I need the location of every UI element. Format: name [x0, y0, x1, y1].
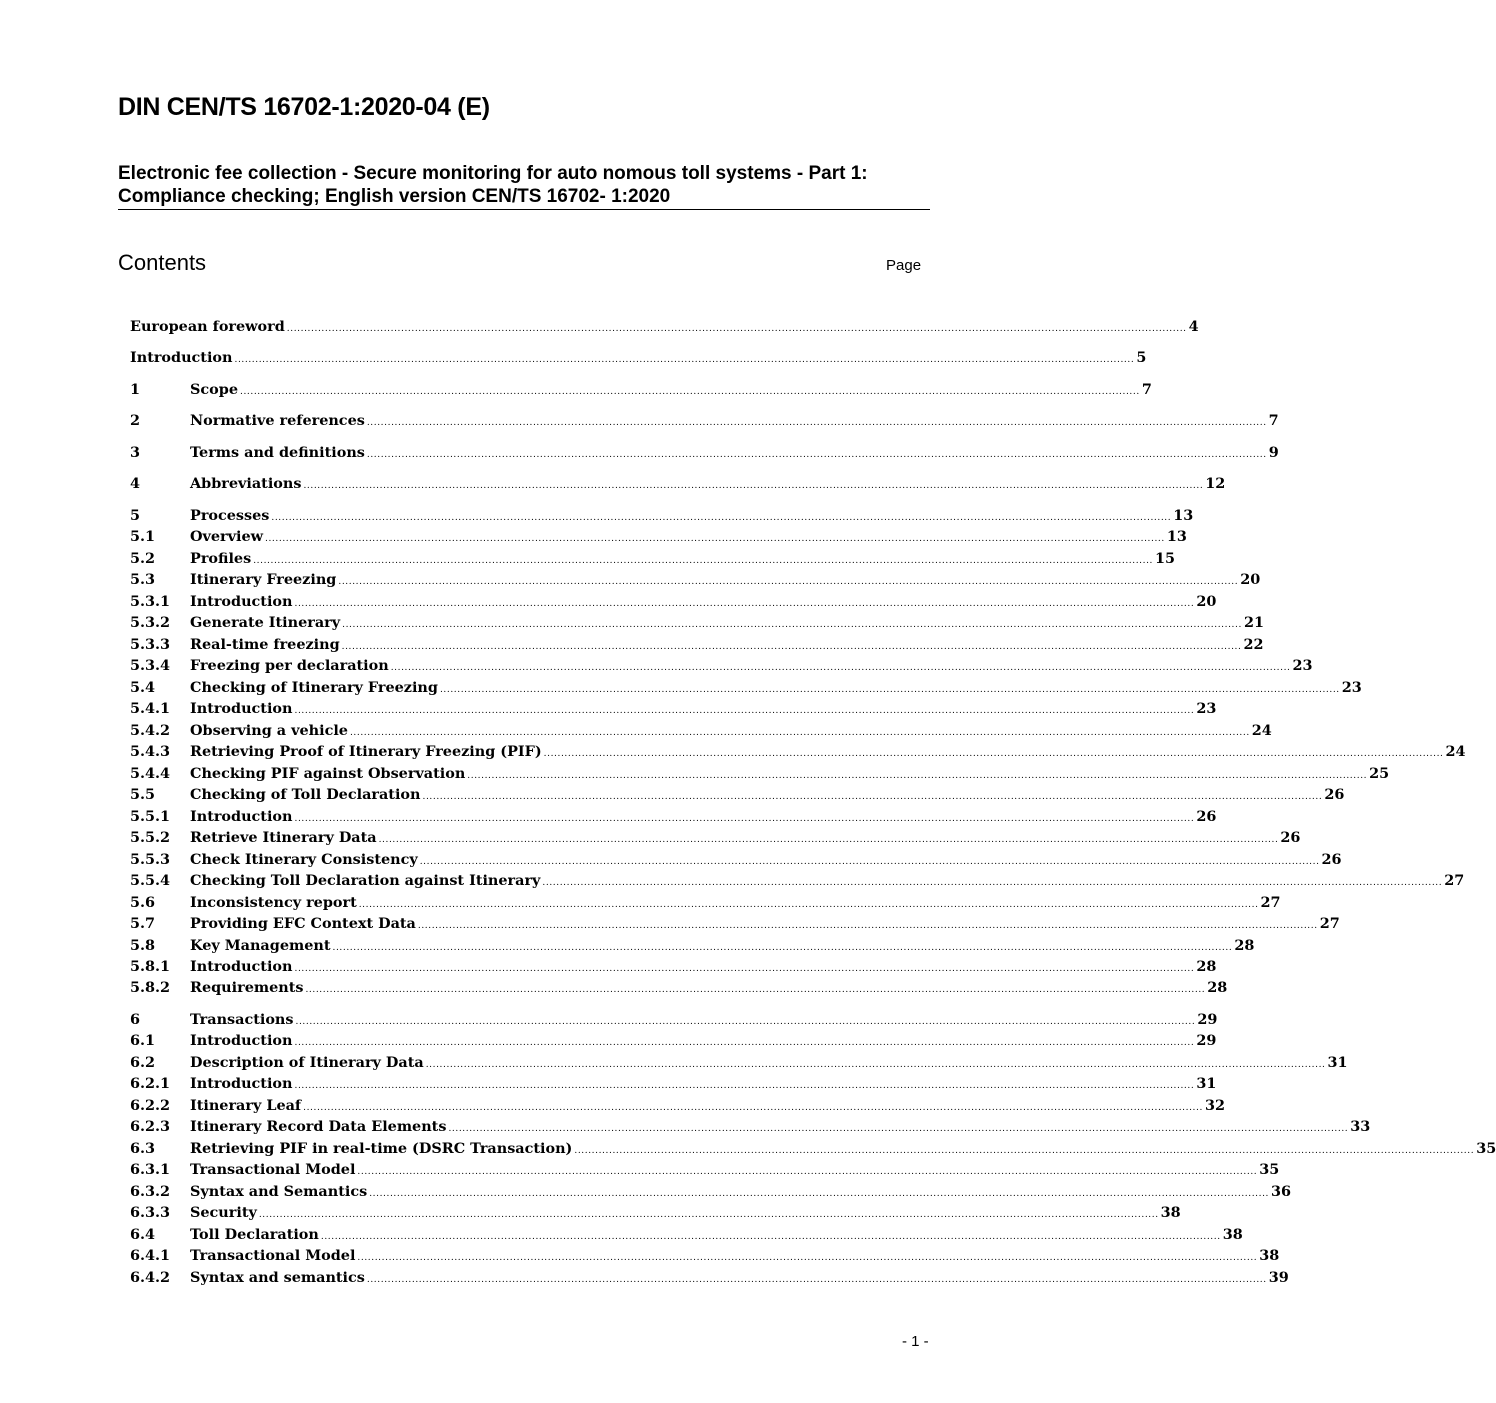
toc-entry[interactable] [130, 347, 1147, 369]
toc-entry-title: Transactional Model [190, 1247, 356, 1264]
toc-entry-page: 28 [1207, 979, 1228, 996]
toc-entry[interactable] [130, 548, 1176, 570]
toc-entry[interactable] [130, 1073, 1217, 1095]
toc-entry-title: Generate Itinerary [190, 614, 341, 631]
toc-dot-leader: .................................................................................................................................................................................................................................................................... [425, 1060, 1326, 1070]
toc-entry-number: 5.8.1 [130, 958, 171, 975]
toc-entry-page: 24 [1251, 722, 1272, 739]
toc-entry[interactable] [130, 677, 1362, 699]
toc-entry-page: 35 [1476, 1140, 1496, 1157]
subtitle-line-2: Compliance checking; English version CEN/TS 16702- 1:2020 [118, 186, 671, 207]
toc-entry-page: 13 [1166, 528, 1187, 545]
toc-dot-leader: .................................................................................................................................................................................................................................................................... [574, 1146, 1475, 1156]
toc-dot-leader: .................................................................................................................................................................................................................................................................... [253, 556, 1154, 566]
toc-dot-leader: .................................................................................................................................................................................................................................................................... [303, 481, 1204, 491]
toc-entry[interactable] [130, 1052, 1348, 1074]
toc-entry-number: 5.5.1 [130, 808, 171, 825]
toc-dot-leader: .................................................................................................................................................................................................................................................................... [265, 534, 1165, 544]
toc-dot-leader: .................................................................................................................................................................................................................................................................... [342, 620, 1242, 630]
toc-entry-number: 6.1 [130, 1032, 156, 1049]
toc-entry-number: 5.5 [130, 786, 156, 803]
toc-entry-number: 5.3.1 [130, 593, 171, 610]
toc-entry-number: 1 [130, 381, 141, 398]
toc-entry-page: 36 [1271, 1183, 1292, 1200]
toc-entry[interactable] [130, 591, 1217, 613]
toc-entry-number: 5.5.3 [130, 851, 171, 868]
toc-entry-number: 5 [130, 507, 141, 524]
toc-entry-title: Checking of Itinerary Freezing [190, 679, 438, 696]
toc-entry-page: 38 [1222, 1226, 1243, 1243]
toc-entry-page: 32 [1204, 1097, 1225, 1114]
toc-entry[interactable] [130, 655, 1313, 677]
toc-entry-number: 5.7 [130, 915, 156, 932]
toc-entry-number: 5.4.1 [130, 700, 171, 717]
toc-dot-leader: .................................................................................................................................................................................................................................................................... [369, 1189, 1270, 1199]
toc-entry[interactable] [130, 526, 1187, 548]
toc-dot-leader: .................................................................................................................................................................................................................................................................... [320, 1232, 1221, 1242]
toc-entry-number: 4 [130, 475, 141, 492]
toc-entry-page: 20 [1196, 593, 1217, 610]
toc-entry[interactable] [130, 763, 1390, 785]
toc-entry-title: Syntax and semantics [190, 1269, 365, 1286]
toc-dot-leader: .................................................................................................................................................................................................................................................................... [258, 1210, 1159, 1220]
toc-entry-page: 38 [1259, 1247, 1280, 1264]
toc-dot-leader: .................................................................................................................................................................................................................................................................... [294, 1038, 1195, 1048]
toc-entry-number: 3 [130, 444, 141, 461]
toc-entry-page: 5 [1136, 349, 1147, 366]
toc-entry-page: 27 [1260, 894, 1281, 911]
toc-entry-page: 7 [1268, 412, 1279, 429]
toc-entry[interactable] [130, 913, 1340, 935]
toc-dot-leader: .................................................................................................................................................................................................................................................................... [239, 387, 1140, 397]
toc-dot-leader: .................................................................................................................................................................................................................................................................... [341, 642, 1242, 652]
toc-entry-page: 28 [1196, 958, 1217, 975]
toc-entry[interactable] [130, 1224, 1243, 1246]
toc-entry-title: Retrieve Itinerary Data [190, 829, 377, 846]
toc-entry-title: Itinerary Freezing [190, 571, 337, 588]
toc-entry-title: Checking Toll Declaration against Itinerary [190, 872, 541, 889]
toc-dot-leader: .................................................................................................................................................................................................................................................................... [295, 1017, 1196, 1027]
toc-entry-number: 5.8 [130, 937, 156, 954]
toc-entry[interactable] [130, 1009, 1218, 1031]
toc-entry-page: 27 [1319, 915, 1340, 932]
toc-entry[interactable] [130, 1267, 1289, 1289]
toc-entry[interactable] [130, 569, 1261, 591]
toc-dot-leader: .................................................................................................................................................................................................................................................................... [294, 814, 1195, 824]
toc-entry-number: 5.4.2 [130, 722, 171, 739]
toc-entry-number: 5.8.2 [130, 979, 171, 996]
toc-entry-number: 5.1 [130, 528, 156, 545]
toc-dot-leader: .................................................................................................................................................................................................................................................................... [294, 1081, 1195, 1091]
toc-entry-title: Syntax and Semantics [190, 1183, 368, 1200]
toc-entry-page: 35 [1259, 1161, 1280, 1178]
toc-entry[interactable] [130, 784, 1345, 806]
toc-entry-number: 5.5.4 [130, 872, 171, 889]
toc-dot-leader: .................................................................................................................................................................................................................................................................... [378, 835, 1279, 845]
document-subtitle [118, 162, 930, 210]
toc-entry-page: 38 [1160, 1204, 1181, 1221]
toc-entry-number: 6.2.3 [130, 1118, 171, 1135]
toc-entry[interactable] [130, 1202, 1181, 1224]
toc-dot-leader: .................................................................................................................................................................................................................................................................... [390, 663, 1291, 673]
toc-entry-number: 6.4 [130, 1226, 156, 1243]
toc-entry[interactable] [130, 827, 1301, 849]
toc-entry-page: 26 [1321, 851, 1342, 868]
toc-entry[interactable] [130, 720, 1272, 742]
toc-entry-page: 29 [1197, 1011, 1218, 1028]
toc-entry-title: Introduction [190, 1032, 293, 1049]
toc-entry-title: Introduction [130, 349, 233, 366]
toc-entry-page: 15 [1155, 550, 1176, 567]
toc-entry[interactable] [130, 634, 1264, 656]
toc-entry-title: Introduction [190, 593, 293, 610]
toc-entry-title: Retrieving PIF in real-time (DSRC Transaction) [190, 1140, 573, 1157]
toc-entry-page: 26 [1196, 808, 1217, 825]
toc-entry[interactable] [130, 1159, 1280, 1181]
page-number: - 1 - [902, 1333, 929, 1350]
toc-entry-title: Introduction [190, 958, 293, 975]
subtitle-line-1: Electronic fee collection - Secure monitoring for auto nomous toll systems - Part 1: [118, 163, 868, 184]
toc-entry[interactable] [130, 935, 1255, 957]
toc-entry[interactable] [130, 1181, 1292, 1203]
toc-entry-page: 12 [1205, 475, 1226, 492]
toc-entry[interactable] [130, 806, 1217, 828]
toc-dot-leader: .................................................................................................................................................................................................................................................................... [349, 728, 1250, 738]
toc-entry-title: Itinerary Leaf [190, 1097, 302, 1114]
toc-dot-leader: .................................................................................................................................................................................................................................................................... [448, 1124, 1349, 1134]
toc-entry-number: 5.3.4 [130, 657, 171, 674]
toc-entry-page: 33 [1350, 1118, 1371, 1135]
toc-entry-page: 20 [1240, 571, 1261, 588]
toc-entry-title: Introduction [190, 808, 293, 825]
toc-entry-title: Normative references [190, 412, 365, 429]
toc-entry[interactable] [130, 1030, 1217, 1052]
toc-entry-number: 5.3 [130, 571, 156, 588]
toc-entry-page: 29 [1196, 1032, 1217, 1049]
toc-entry-title: Transactional Model [190, 1161, 356, 1178]
toc-entry-title: Introduction [190, 1075, 293, 1092]
toc-entry[interactable] [130, 1095, 1225, 1117]
toc-dot-leader: .................................................................................................................................................................................................................................................................... [543, 749, 1444, 759]
toc-entry-title: Inconsistency report [190, 894, 357, 911]
toc-dot-leader: .................................................................................................................................................................................................................................................................... [294, 964, 1195, 974]
toc-entry-number: 6.2 [130, 1054, 156, 1071]
toc-entry[interactable] [130, 1138, 1496, 1160]
toc-dot-leader: .................................................................................................................................................................................................................................................................... [358, 900, 1259, 910]
toc-entry-page: 9 [1268, 444, 1279, 461]
toc-entry-title: Itinerary Record Data Elements [190, 1118, 447, 1135]
toc-entry[interactable] [130, 956, 1217, 978]
toc-entry[interactable] [130, 316, 1199, 338]
toc-entry[interactable] [130, 849, 1342, 871]
toc-entry-number: 5.4.3 [130, 743, 171, 760]
toc-entry-title: Freezing per declaration [190, 657, 389, 674]
toc-entry-number: 6.2.2 [130, 1097, 171, 1114]
toc-dot-leader: .................................................................................................................................................................................................................................................................... [366, 418, 1267, 428]
page-column-label: Page [886, 257, 922, 274]
toc-entry[interactable] [130, 410, 1279, 432]
toc-entry[interactable] [130, 442, 1279, 464]
toc-dot-leader: .................................................................................................................................................................................................................................................................... [303, 1103, 1203, 1113]
toc-entry-number: 6.4.2 [130, 1269, 171, 1286]
toc-dot-leader: .................................................................................................................................................................................................................................................................... [357, 1167, 1258, 1177]
toc-dot-leader: .................................................................................................................................................................................................................................................................... [422, 792, 1323, 802]
toc-entry-title: Key Management [190, 937, 331, 954]
toc-dot-leader: .................................................................................................................................................................................................................................................................... [542, 878, 1443, 888]
toc-entry-number: 5.2 [130, 550, 156, 567]
toc-entry[interactable] [130, 892, 1281, 914]
contents-heading: Contents [118, 250, 207, 275]
toc-entry[interactable] [130, 870, 1465, 892]
toc-entry-title: Toll Declaration [190, 1226, 319, 1243]
toc-entry-title: Profiles [190, 550, 252, 567]
toc-entry-title: Abbreviations [190, 475, 302, 492]
toc-dot-leader: .................................................................................................................................................................................................................................................................... [271, 513, 1172, 523]
toc-dot-leader: .................................................................................................................................................................................................................................................................... [338, 577, 1239, 587]
toc-entry-page: 24 [1445, 743, 1466, 760]
toc-entry-page: 23 [1292, 657, 1313, 674]
toc-entry-title: Security [190, 1204, 257, 1221]
toc-entry-title: Terms and definitions [190, 444, 365, 461]
toc-dot-leader: .................................................................................................................................................................................................................................................................... [286, 324, 1187, 334]
toc-entry[interactable] [130, 741, 1466, 763]
toc-dot-leader: .................................................................................................................................................................................................................................................................... [417, 921, 1318, 931]
toc-entry-title: Overview [190, 528, 264, 545]
toc-entry-number: 5.5.2 [130, 829, 171, 846]
toc-entry-number: 5.6 [130, 894, 156, 911]
toc-dot-leader: .................................................................................................................................................................................................................................................................... [439, 685, 1340, 695]
toc-entry-title: Checking of Toll Declaration [190, 786, 421, 803]
toc-entry-title: Providing EFC Context Data [190, 915, 416, 932]
toc-entry-page: 25 [1369, 765, 1390, 782]
toc-entry-number: 6.3.2 [130, 1183, 171, 1200]
toc-entry[interactable] [130, 1116, 1371, 1138]
toc-entry-title: Observing a vehicle [190, 722, 348, 739]
toc-entry-title: Real-time freezing [190, 636, 340, 653]
toc-entry-number: 5.4 [130, 679, 156, 696]
toc-entry-number: 5.3.2 [130, 614, 171, 631]
toc-entry-title: Check Itinerary Consistency [190, 851, 418, 868]
toc-entry-number: 6 [130, 1011, 141, 1028]
toc-dot-leader: .................................................................................................................................................................................................................................................................... [357, 1253, 1258, 1263]
toc-dot-leader: .................................................................................................................................................................................................................................................................... [366, 450, 1267, 460]
toc-entry-page: 28 [1234, 937, 1255, 954]
toc-entry-number: 6.3.3 [130, 1204, 171, 1221]
toc-entry-number: 5.4.4 [130, 765, 171, 782]
toc-entry-title: Processes [190, 507, 270, 524]
toc-entry-number: 6.3.1 [130, 1161, 171, 1178]
toc-entry-number: 6.4.1 [130, 1247, 171, 1264]
toc-entry-title: Transactions [190, 1011, 294, 1028]
toc-entry[interactable] [130, 473, 1226, 495]
toc-dot-leader: .................................................................................................................................................................................................................................................................... [467, 771, 1368, 781]
toc-entry-number: 5.3.3 [130, 636, 171, 653]
toc-entry-title: Retrieving Proof of Itinerary Freezing (PIF) [190, 743, 542, 760]
toc-entry-title: Description of Itinerary Data [190, 1054, 424, 1071]
toc-entry-number: 6.3 [130, 1140, 156, 1157]
toc-entry-page: 23 [1341, 679, 1362, 696]
toc-entry-number: 2 [130, 412, 141, 429]
toc-entry[interactable] [130, 505, 1194, 527]
toc-dot-leader: .................................................................................................................................................................................................................................................................... [332, 943, 1233, 953]
toc-dot-leader: .................................................................................................................................................................................................................................................................... [366, 1275, 1267, 1285]
toc-entry-page: 13 [1173, 507, 1194, 524]
toc-entry[interactable] [130, 977, 1228, 999]
toc-entry-page: 39 [1268, 1269, 1289, 1286]
toc-entry-title: Introduction [190, 700, 293, 717]
toc-entry[interactable] [130, 698, 1217, 720]
toc-dot-leader: .................................................................................................................................................................................................................................................................... [305, 985, 1206, 995]
toc-entry-page: 31 [1196, 1075, 1217, 1092]
toc-entry-page: 26 [1280, 829, 1301, 846]
toc-entry-page: 21 [1243, 614, 1264, 631]
toc-entry-page: 26 [1324, 786, 1345, 803]
toc-entry-page: 23 [1196, 700, 1217, 717]
toc-dot-leader: .................................................................................................................................................................................................................................................................... [294, 599, 1195, 609]
toc-dot-leader: .................................................................................................................................................................................................................................................................... [294, 706, 1195, 716]
toc-entry[interactable] [130, 612, 1264, 634]
toc-entry[interactable] [130, 379, 1152, 401]
toc-dot-leader: .................................................................................................................................................................................................................................................................... [419, 857, 1320, 867]
toc-entry-page: 7 [1141, 381, 1152, 398]
toc-dot-leader: .................................................................................................................................................................................................................................................................... [234, 355, 1135, 365]
toc-entry-page: 4 [1188, 318, 1199, 335]
toc-entry[interactable] [130, 1245, 1280, 1267]
document-id: DIN CEN/TS 16702-1:2020-04 (E) [118, 93, 490, 121]
toc-entry-number: 6.2.1 [130, 1075, 171, 1092]
toc-entry-title: Requirements [190, 979, 304, 996]
toc-entry-title: European foreword [130, 318, 285, 335]
toc-entry-title: Checking PIF against Observation [190, 765, 466, 782]
toc-entry-title: Scope [190, 381, 238, 398]
toc-entry-page: 27 [1444, 872, 1465, 889]
toc-entry-page: 31 [1327, 1054, 1348, 1071]
toc-entry-page: 22 [1243, 636, 1264, 653]
